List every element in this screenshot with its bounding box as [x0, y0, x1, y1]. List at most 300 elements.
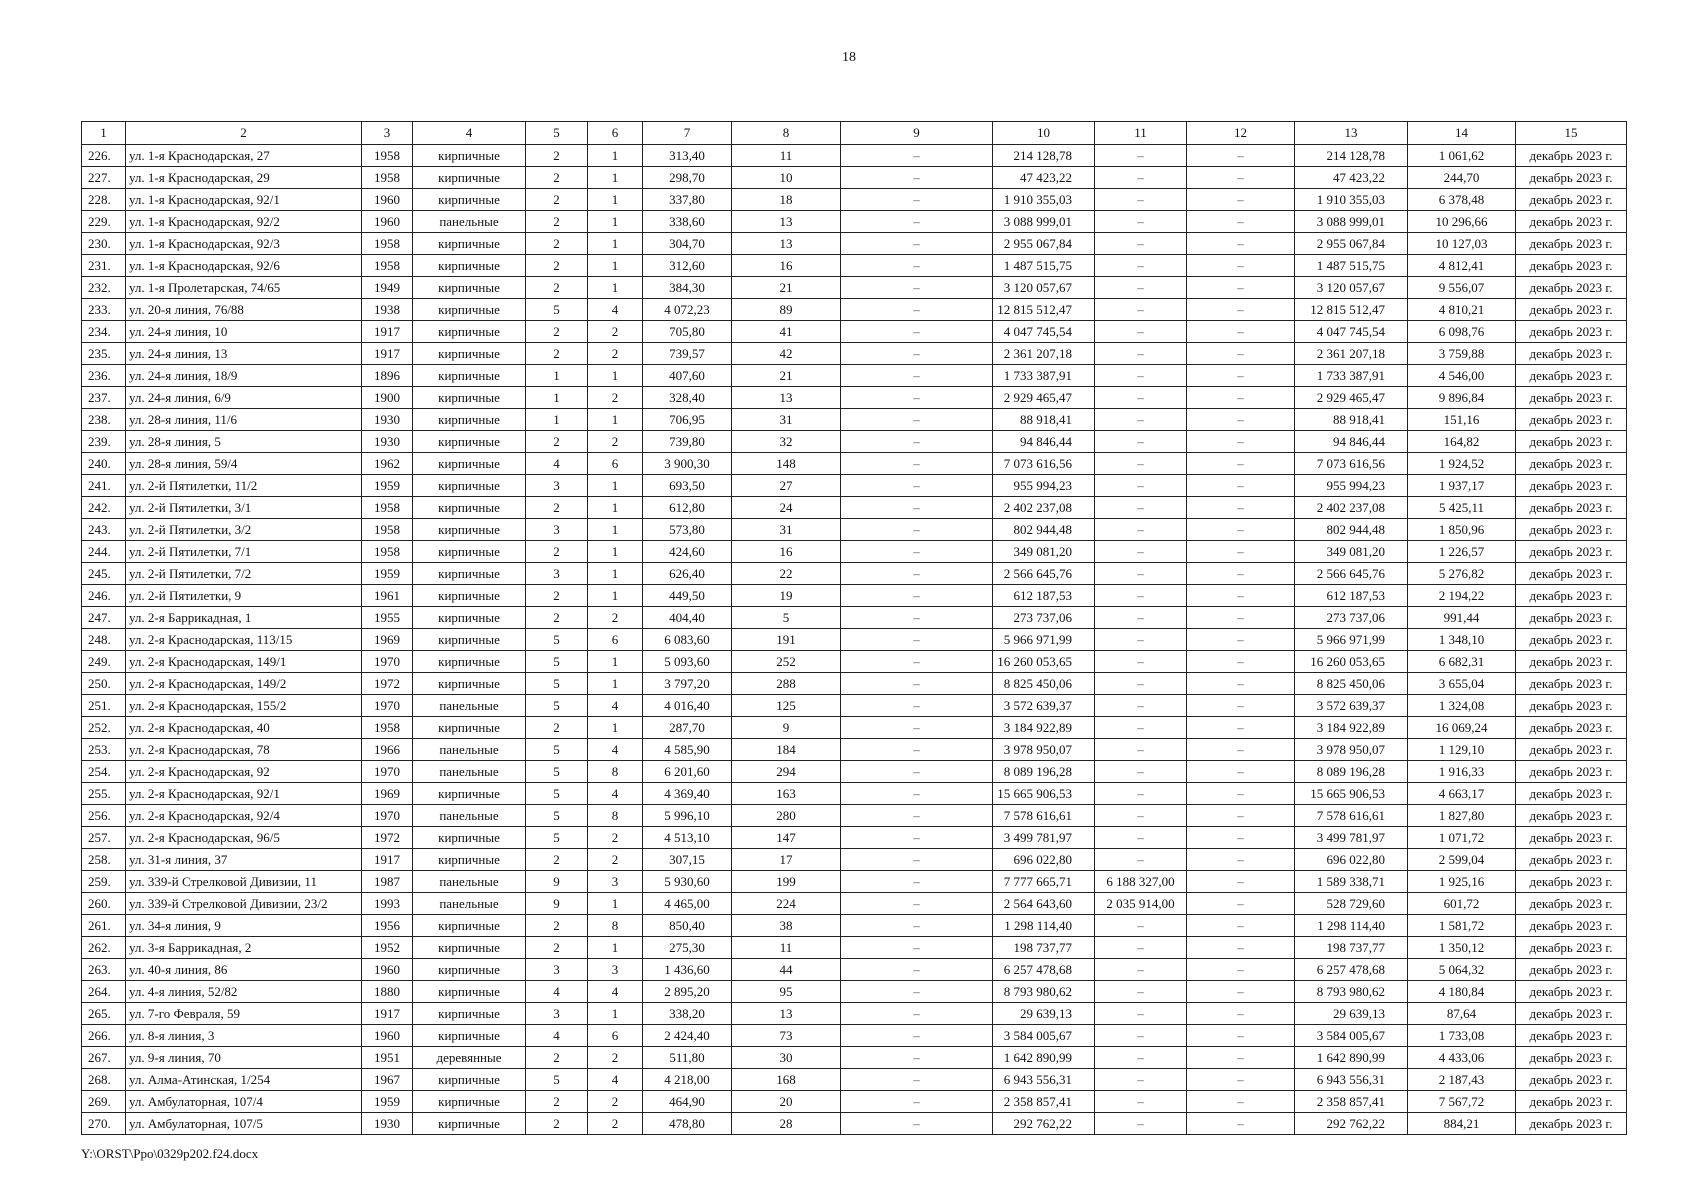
table-cell-col4: кирпичные	[413, 981, 526, 1003]
table-cell-col2: ул. 2-я Краснодарская, 78	[126, 739, 362, 761]
table-cell-col8: 147	[732, 827, 841, 849]
table-cell-col3: 1917	[362, 343, 413, 365]
table-cell-col2: ул. 28-я линия, 59/4	[126, 453, 362, 475]
table-cell-col6: 1	[588, 937, 643, 959]
table-cell-col11: –	[1095, 783, 1187, 805]
table-cell-col15: декабрь 2023 г.	[1516, 189, 1627, 211]
table-cell-col11: –	[1095, 365, 1187, 387]
table-cell-col12: –	[1187, 211, 1295, 233]
table-cell-col15: декабрь 2023 г.	[1516, 1069, 1627, 1091]
table-cell-col6: 2	[588, 827, 643, 849]
table-cell-col5: 3	[526, 959, 588, 981]
table-cell-col10: 2 402 237,08	[993, 497, 1095, 519]
table-cell-col2: ул. 1-я Пролетарская, 74/65	[126, 277, 362, 299]
table-cell-col8: 16	[732, 541, 841, 563]
table-cell-col6: 1	[588, 409, 643, 431]
table-cell-col7: 1 436,60	[643, 959, 732, 981]
table-cell-col2: ул. 8-я линия, 3	[126, 1025, 362, 1047]
table-cell-col10: 94 846,44	[993, 431, 1095, 453]
table-cell-col4: кирпичные	[413, 343, 526, 365]
table-cell-col9: –	[841, 673, 993, 695]
table-cell-col1: 267.	[82, 1047, 126, 1069]
table-cell-col8: 11	[732, 145, 841, 167]
table-cell-col6: 1	[588, 585, 643, 607]
table-row	[82, 849, 1627, 871]
table-cell-col4: панельные	[413, 739, 526, 761]
table-cell-col11: –	[1095, 1047, 1187, 1069]
table-cell-col13: 3 184 922,89	[1295, 717, 1408, 739]
table-cell-col4: кирпичные	[413, 365, 526, 387]
table-cell-col11: –	[1095, 629, 1187, 651]
table-cell-col14: 884,21	[1408, 1113, 1516, 1135]
table-cell-col15: декабрь 2023 г.	[1516, 1113, 1627, 1135]
table-row	[82, 475, 1627, 497]
table-cell-col5: 3	[526, 519, 588, 541]
table-cell-col3: 1960	[362, 959, 413, 981]
table-cell-col9: –	[841, 365, 993, 387]
table-row	[82, 1091, 1627, 1113]
table-cell-col4: кирпичные	[413, 717, 526, 739]
table-cell-col3: 1960	[362, 211, 413, 233]
table-cell-col5: 2	[526, 167, 588, 189]
table-cell-col4: кирпичные	[413, 651, 526, 673]
table-cell-col1: 265.	[82, 1003, 126, 1025]
table-cell-col11: –	[1095, 1069, 1187, 1091]
table-row	[82, 1113, 1627, 1135]
table-cell-col8: 280	[732, 805, 841, 827]
table-cell-col11: –	[1095, 145, 1187, 167]
table-cell-col15: декабрь 2023 г.	[1516, 673, 1627, 695]
table-cell-col11: –	[1095, 607, 1187, 629]
table-cell-col6: 1	[588, 365, 643, 387]
table-cell-col7: 5 930,60	[643, 871, 732, 893]
table-cell-col5: 4	[526, 1025, 588, 1047]
table-cell-col11: –	[1095, 497, 1187, 519]
table-cell-col7: 693,50	[643, 475, 732, 497]
table-cell-col11: –	[1095, 453, 1187, 475]
table-cell-col8: 148	[732, 453, 841, 475]
table-cell-col6: 2	[588, 321, 643, 343]
table-cell-col1: 240.	[82, 453, 126, 475]
table-cell-col9: –	[841, 563, 993, 585]
table-cell-col9: –	[841, 277, 993, 299]
table-cell-col10: 47 423,22	[993, 167, 1095, 189]
table-row	[82, 409, 1627, 431]
table-cell-col14: 5 425,11	[1408, 497, 1516, 519]
table-cell-col13: 6 943 556,31	[1295, 1069, 1408, 1091]
table-cell-col12: –	[1187, 167, 1295, 189]
table-cell-col3: 1917	[362, 321, 413, 343]
table-row	[82, 739, 1627, 761]
table-cell-col15: декабрь 2023 г.	[1516, 827, 1627, 849]
table-cell-col3: 1952	[362, 937, 413, 959]
table-cell-col2: ул. 2-й Пятилетки, 11/2	[126, 475, 362, 497]
table-cell-col2: ул. 7-го Февраля, 59	[126, 1003, 362, 1025]
column-header-7: 7	[643, 122, 732, 145]
table-cell-col2: ул. 2-й Пятилетки, 7/2	[126, 563, 362, 585]
table-cell-col12: –	[1187, 893, 1295, 915]
table-cell-col14: 991,44	[1408, 607, 1516, 629]
table-cell-col9: –	[841, 145, 993, 167]
table-cell-col12: –	[1187, 299, 1295, 321]
table-cell-col8: 28	[732, 1113, 841, 1135]
table-cell-col13: 2 358 857,41	[1295, 1091, 1408, 1113]
table-cell-col6: 8	[588, 915, 643, 937]
table-cell-col15: декабрь 2023 г.	[1516, 783, 1627, 805]
table-cell-col10: 2 564 643,60	[993, 893, 1095, 915]
column-header-12: 12	[1187, 122, 1295, 145]
table-row	[82, 607, 1627, 629]
table-cell-col1: 233.	[82, 299, 126, 321]
table-cell-col10: 15 665 906,53	[993, 783, 1095, 805]
table-cell-col10: 3 499 781,97	[993, 827, 1095, 849]
table-cell-col4: кирпичные	[413, 1091, 526, 1113]
table-cell-col10: 8 793 980,62	[993, 981, 1095, 1003]
table-cell-col14: 3 759,88	[1408, 343, 1516, 365]
table-cell-col8: 11	[732, 937, 841, 959]
table-cell-col12: –	[1187, 145, 1295, 167]
table-row	[82, 871, 1627, 893]
table-cell-col9: –	[841, 431, 993, 453]
table-cell-col15: декабрь 2023 г.	[1516, 475, 1627, 497]
table-cell-col10: 198 737,77	[993, 937, 1095, 959]
table-cell-col5: 3	[526, 475, 588, 497]
table-cell-col3: 1960	[362, 189, 413, 211]
table-cell-col7: 511,80	[643, 1047, 732, 1069]
table-cell-col6: 4	[588, 783, 643, 805]
table-cell-col7: 706,95	[643, 409, 732, 431]
table-row	[82, 145, 1627, 167]
table-cell-col9: –	[841, 827, 993, 849]
table-cell-col8: 27	[732, 475, 841, 497]
table-cell-col2: ул. 1-я Краснодарская, 92/6	[126, 255, 362, 277]
table-cell-col10: 8 089 196,28	[993, 761, 1095, 783]
table-cell-col5: 5	[526, 783, 588, 805]
table-cell-col15: декабрь 2023 г.	[1516, 695, 1627, 717]
table-cell-col11: –	[1095, 233, 1187, 255]
table-cell-col13: 1 642 890,99	[1295, 1047, 1408, 1069]
table-cell-col1: 241.	[82, 475, 126, 497]
table-cell-col12: –	[1187, 827, 1295, 849]
table-cell-col13: 88 918,41	[1295, 409, 1408, 431]
table-cell-col5: 5	[526, 805, 588, 827]
table-cell-col5: 5	[526, 827, 588, 849]
table-cell-col12: –	[1187, 1091, 1295, 1113]
table-cell-col9: –	[841, 1003, 993, 1025]
table-cell-col3: 1930	[362, 1113, 413, 1135]
table-cell-col1: 230.	[82, 233, 126, 255]
table-cell-col4: кирпичные	[413, 475, 526, 497]
table-cell-col1: 235.	[82, 343, 126, 365]
table-cell-col5: 5	[526, 299, 588, 321]
table-cell-col14: 2 599,04	[1408, 849, 1516, 871]
table-row	[82, 189, 1627, 211]
table-cell-col8: 294	[732, 761, 841, 783]
column-header-14: 14	[1408, 122, 1516, 145]
table-cell-col7: 6 083,60	[643, 629, 732, 651]
table-cell-col14: 1 350,12	[1408, 937, 1516, 959]
table-cell-col15: декабрь 2023 г.	[1516, 299, 1627, 321]
table-cell-col1: 263.	[82, 959, 126, 981]
table-cell-col14: 1 827,80	[1408, 805, 1516, 827]
table-cell-col10: 349 081,20	[993, 541, 1095, 563]
table-cell-col1: 266.	[82, 1025, 126, 1047]
table-cell-col10: 1 298 114,40	[993, 915, 1095, 937]
table-cell-col10: 1 642 890,99	[993, 1047, 1095, 1069]
table-cell-col7: 705,80	[643, 321, 732, 343]
table-cell-col3: 1958	[362, 497, 413, 519]
table-cell-col8: 31	[732, 519, 841, 541]
table-cell-col12: –	[1187, 563, 1295, 585]
table-cell-col2: ул. 1-я Краснодарская, 92/2	[126, 211, 362, 233]
table-cell-col15: декабрь 2023 г.	[1516, 717, 1627, 739]
table-cell-col9: –	[841, 937, 993, 959]
table-cell-col3: 1958	[362, 255, 413, 277]
table-cell-col8: 288	[732, 673, 841, 695]
table-row	[82, 761, 1627, 783]
table-cell-col14: 5 064,32	[1408, 959, 1516, 981]
table-cell-col12: –	[1187, 783, 1295, 805]
table-cell-col10: 3 584 005,67	[993, 1025, 1095, 1047]
table-cell-col6: 1	[588, 651, 643, 673]
table-cell-col14: 6 098,76	[1408, 321, 1516, 343]
table-cell-col7: 5 093,60	[643, 651, 732, 673]
table-cell-col12: –	[1187, 915, 1295, 937]
table-cell-col10: 5 966 971,99	[993, 629, 1095, 651]
table-cell-col9: –	[841, 299, 993, 321]
table-cell-col10: 3 978 950,07	[993, 739, 1095, 761]
column-header-9: 9	[841, 122, 993, 145]
table-cell-col11: 2 035 914,00	[1095, 893, 1187, 915]
table-cell-col2: ул. 339-й Стрелковой Дивизии, 23/2	[126, 893, 362, 915]
table-cell-col12: –	[1187, 629, 1295, 651]
table-cell-col1: 236.	[82, 365, 126, 387]
table-cell-col14: 9 896,84	[1408, 387, 1516, 409]
table-cell-col7: 328,40	[643, 387, 732, 409]
table-cell-col13: 1 910 355,03	[1295, 189, 1408, 211]
table-cell-col13: 8 089 196,28	[1295, 761, 1408, 783]
column-header-6: 6	[588, 122, 643, 145]
table-row	[82, 321, 1627, 343]
table-cell-col7: 449,50	[643, 585, 732, 607]
table-cell-col1: 270.	[82, 1113, 126, 1135]
table-cell-col5: 2	[526, 343, 588, 365]
table-cell-col5: 5	[526, 629, 588, 651]
table-cell-col13: 29 639,13	[1295, 1003, 1408, 1025]
table-row	[82, 255, 1627, 277]
table-cell-col1: 245.	[82, 563, 126, 585]
table-cell-col1: 231.	[82, 255, 126, 277]
table-cell-col7: 4 369,40	[643, 783, 732, 805]
table-cell-col7: 5 996,10	[643, 805, 732, 827]
table-cell-col5: 1	[526, 387, 588, 409]
table-row	[82, 563, 1627, 585]
table-cell-col9: –	[841, 915, 993, 937]
column-header-2: 2	[126, 122, 362, 145]
table-cell-col4: кирпичные	[413, 783, 526, 805]
table-cell-col13: 349 081,20	[1295, 541, 1408, 563]
table-cell-col14: 1 226,57	[1408, 541, 1516, 563]
table-cell-col10: 29 639,13	[993, 1003, 1095, 1025]
table-cell-col1: 238.	[82, 409, 126, 431]
table-cell-col1: 239.	[82, 431, 126, 453]
table-cell-col6: 1	[588, 893, 643, 915]
table-cell-col12: –	[1187, 673, 1295, 695]
table-cell-col7: 2 895,20	[643, 981, 732, 1003]
table-cell-col7: 384,30	[643, 277, 732, 299]
table-cell-col11: –	[1095, 255, 1187, 277]
table-cell-col12: –	[1187, 1069, 1295, 1091]
table-cell-col6: 1	[588, 189, 643, 211]
table-cell-col3: 1987	[362, 871, 413, 893]
table-cell-col1: 268.	[82, 1069, 126, 1091]
table-cell-col2: ул. 2-я Краснодарская, 92	[126, 761, 362, 783]
table-cell-col11: –	[1095, 475, 1187, 497]
table-cell-col9: –	[841, 343, 993, 365]
table-cell-col12: –	[1187, 497, 1295, 519]
table-cell-col13: 198 737,77	[1295, 937, 1408, 959]
table-cell-col1: 242.	[82, 497, 126, 519]
table-cell-col3: 1959	[362, 475, 413, 497]
table-cell-col6: 2	[588, 431, 643, 453]
table-cell-col10: 6 257 478,68	[993, 959, 1095, 981]
table-cell-col9: –	[841, 475, 993, 497]
table-cell-col4: деревянные	[413, 1047, 526, 1069]
table-cell-col8: 163	[732, 783, 841, 805]
table-cell-col6: 1	[588, 233, 643, 255]
table-cell-col2: ул. 24-я линия, 13	[126, 343, 362, 365]
table-cell-col15: декабрь 2023 г.	[1516, 959, 1627, 981]
table-cell-col9: –	[841, 211, 993, 233]
table-cell-col6: 1	[588, 145, 643, 167]
table-cell-col7: 626,40	[643, 563, 732, 585]
table-cell-col5: 2	[526, 145, 588, 167]
table-cell-col3: 1962	[362, 453, 413, 475]
table-cell-col2: ул. 1-я Краснодарская, 27	[126, 145, 362, 167]
table-cell-col8: 32	[732, 431, 841, 453]
file-path-footer: Y:\ORST\Ppo\0329p202.f24.docx	[81, 1146, 259, 1161]
table-cell-col11: –	[1095, 1091, 1187, 1113]
table-row	[82, 167, 1627, 189]
table-cell-col7: 850,40	[643, 915, 732, 937]
table-cell-col2: ул. Амбулаторная, 107/4	[126, 1091, 362, 1113]
table-cell-col6: 1	[588, 563, 643, 585]
table-cell-col11: –	[1095, 167, 1187, 189]
table-cell-col13: 2 402 237,08	[1295, 497, 1408, 519]
table-cell-col10: 214 128,78	[993, 145, 1095, 167]
table-cell-col15: декабрь 2023 г.	[1516, 739, 1627, 761]
table-cell-col8: 9	[732, 717, 841, 739]
table-cell-col7: 307,15	[643, 849, 732, 871]
table-cell-col10: 1 487 515,75	[993, 255, 1095, 277]
table-cell-col9: –	[841, 849, 993, 871]
table-cell-col2: ул. 2-я Краснодарская, 113/15	[126, 629, 362, 651]
table-cell-col4: кирпичные	[413, 607, 526, 629]
table-cell-col12: –	[1187, 761, 1295, 783]
table-cell-col12: –	[1187, 607, 1295, 629]
table-cell-col9: –	[841, 717, 993, 739]
table-cell-col1: 248.	[82, 629, 126, 651]
table-cell-col4: кирпичные	[413, 145, 526, 167]
table-cell-col6: 4	[588, 695, 643, 717]
table-cell-col10: 1 910 355,03	[993, 189, 1095, 211]
table-cell-col13: 7 578 616,61	[1295, 805, 1408, 827]
table-cell-col6: 2	[588, 343, 643, 365]
table-cell-col12: –	[1187, 475, 1295, 497]
table-cell-col10: 696 022,80	[993, 849, 1095, 871]
table-cell-col7: 739,80	[643, 431, 732, 453]
table-cell-col5: 3	[526, 1003, 588, 1025]
table-cell-col14: 1 581,72	[1408, 915, 1516, 937]
table-row	[82, 981, 1627, 1003]
table-cell-col10: 8 825 450,06	[993, 673, 1095, 695]
table-cell-col10: 16 260 053,65	[993, 651, 1095, 673]
table-cell-col4: кирпичные	[413, 255, 526, 277]
table-cell-col15: декабрь 2023 г.	[1516, 365, 1627, 387]
table-cell-col10: 273 737,06	[993, 607, 1095, 629]
table-cell-col13: 292 762,22	[1295, 1113, 1408, 1135]
table-cell-col15: декабрь 2023 г.	[1516, 585, 1627, 607]
table-row	[82, 453, 1627, 475]
table-cell-col13: 955 994,23	[1295, 475, 1408, 497]
table-cell-col15: декабрь 2023 г.	[1516, 607, 1627, 629]
table-cell-col5: 2	[526, 233, 588, 255]
table-cell-col10: 88 918,41	[993, 409, 1095, 431]
table-row	[82, 937, 1627, 959]
table-cell-col4: кирпичные	[413, 673, 526, 695]
table-cell-col1: 262.	[82, 937, 126, 959]
table-cell-col9: –	[841, 233, 993, 255]
table-cell-col8: 38	[732, 915, 841, 937]
table-cell-col11: –	[1095, 387, 1187, 409]
table-cell-col4: кирпичные	[413, 1113, 526, 1135]
table-cell-col13: 1 589 338,71	[1295, 871, 1408, 893]
table-cell-col2: ул. 1-я Краснодарская, 92/1	[126, 189, 362, 211]
table-cell-col15: декабрь 2023 г.	[1516, 761, 1627, 783]
column-header-11: 11	[1095, 122, 1187, 145]
table-cell-col6: 8	[588, 805, 643, 827]
table-cell-col12: –	[1187, 387, 1295, 409]
table-cell-col12: –	[1187, 937, 1295, 959]
table-cell-col12: –	[1187, 541, 1295, 563]
table-row	[82, 1003, 1627, 1025]
table-cell-col9: –	[841, 585, 993, 607]
table-cell-col2: ул. 2-я Краснодарская, 149/1	[126, 651, 362, 673]
table-cell-col3: 1959	[362, 1091, 413, 1113]
table-cell-col13: 5 966 971,99	[1295, 629, 1408, 651]
table-cell-col9: –	[841, 695, 993, 717]
table-cell-col2: ул. 2-й Пятилетки, 9	[126, 585, 362, 607]
table-cell-col5: 2	[526, 585, 588, 607]
table-cell-col3: 1955	[362, 607, 413, 629]
table-cell-col8: 16	[732, 255, 841, 277]
table-cell-col15: декабрь 2023 г.	[1516, 1091, 1627, 1113]
table-cell-col4: кирпичные	[413, 915, 526, 937]
table-cell-col4: кирпичные	[413, 299, 526, 321]
table-cell-col11: –	[1095, 937, 1187, 959]
table-cell-col2: ул. 34-я линия, 9	[126, 915, 362, 937]
table-cell-col1: 261.	[82, 915, 126, 937]
table-cell-col12: –	[1187, 1003, 1295, 1025]
table-cell-col11: –	[1095, 915, 1187, 937]
table-cell-col8: 73	[732, 1025, 841, 1047]
table-cell-col6: 1	[588, 717, 643, 739]
table-cell-col4: кирпичные	[413, 189, 526, 211]
table-cell-col5: 2	[526, 1047, 588, 1069]
table-cell-col8: 31	[732, 409, 841, 431]
table-cell-col7: 4 218,00	[643, 1069, 732, 1091]
table-cell-col14: 4 810,21	[1408, 299, 1516, 321]
